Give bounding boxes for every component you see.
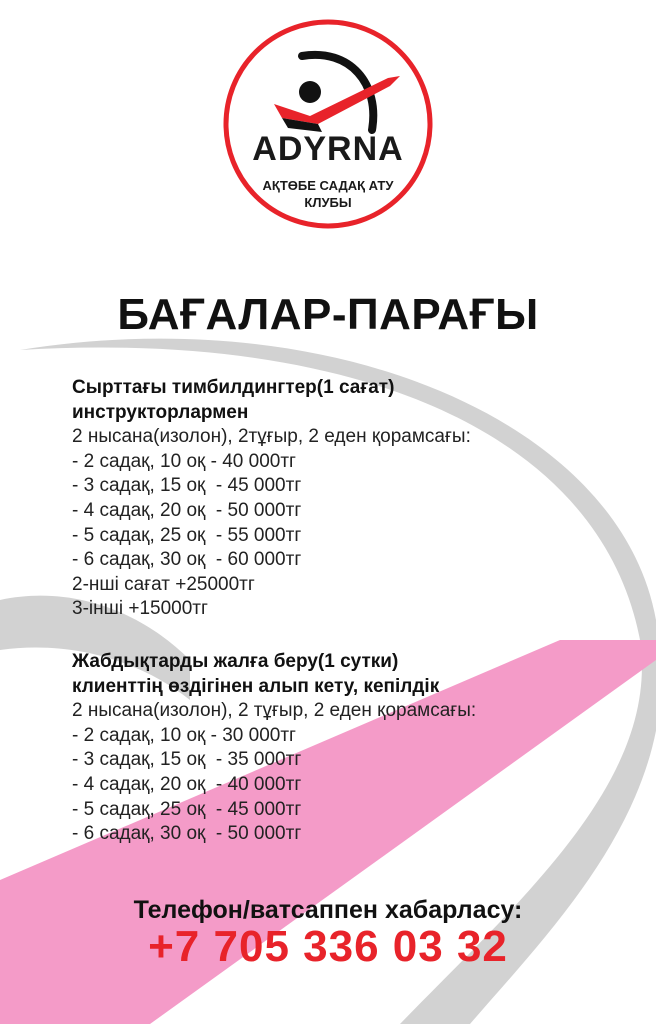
rental-heading-line1: Жабдықтарды жалға беру(1 сутки)	[72, 651, 399, 672]
team-building-heading-line1: Сырттағы тимбилдингтер(1 сағат)	[72, 377, 395, 398]
logo-subtitle-line2: КЛУБЫ	[304, 195, 352, 210]
contact-label: Телефон/ватсаппен хабарласу:	[133, 896, 523, 924]
rental-line: - 5 садақ, 25 оқ - 45 000тг	[72, 798, 302, 820]
phone-number[interactable]: +7 705 336 03 32	[148, 922, 508, 971]
team-building-line: - 4 садақ, 20 оқ - 50 000тг	[72, 499, 302, 521]
rental-line: - 6 садақ, 30 оқ - 50 000тг	[72, 823, 302, 845]
rental-line: - 3 садақ, 15 оқ - 35 000тг	[72, 749, 302, 771]
rental-line: 2 нысана(изолон), 2 тұғыр, 2 еден қорамсағы:	[72, 700, 477, 722]
rental-line: - 4 садақ, 20 оқ - 40 000тг	[72, 773, 302, 795]
rental-line: - 2 садақ, 10 оқ - 30 000тг	[72, 724, 296, 746]
team-building-line: - 5 садақ, 25 оқ - 55 000тг	[72, 524, 302, 546]
team-building-section	[72, 376, 471, 622]
team-building-heading-line2: инструкторлармен	[72, 401, 249, 423]
rental-section	[72, 650, 476, 847]
logo-subtitle-line1: АҚТӨБЕ САДАҚ АТУ	[262, 178, 394, 193]
team-building-line: 2-нші сағат +25000тг	[72, 573, 255, 595]
team-building-line: 3-інші +15000тг	[72, 598, 208, 620]
rental-heading-line2: клиенттің өздігінен алып кету, кепілдік	[72, 675, 440, 697]
team-building-line: - 6 садақ, 30 оқ - 60 000тг	[72, 549, 302, 571]
page-title: БАҒАЛАР-ПАРАҒЫ	[117, 290, 539, 339]
club-logo	[222, 18, 434, 230]
logo-brand-name: ADYRNA	[252, 130, 404, 168]
team-building-line: 2 нысана(изолон), 2тұғыр, 2 еден қорамсағы:	[72, 426, 471, 448]
team-building-line: - 3 садақ, 15 оқ - 45 000тг	[72, 475, 302, 497]
team-building-line: - 2 садақ, 10 оқ - 40 000тг	[72, 450, 296, 472]
